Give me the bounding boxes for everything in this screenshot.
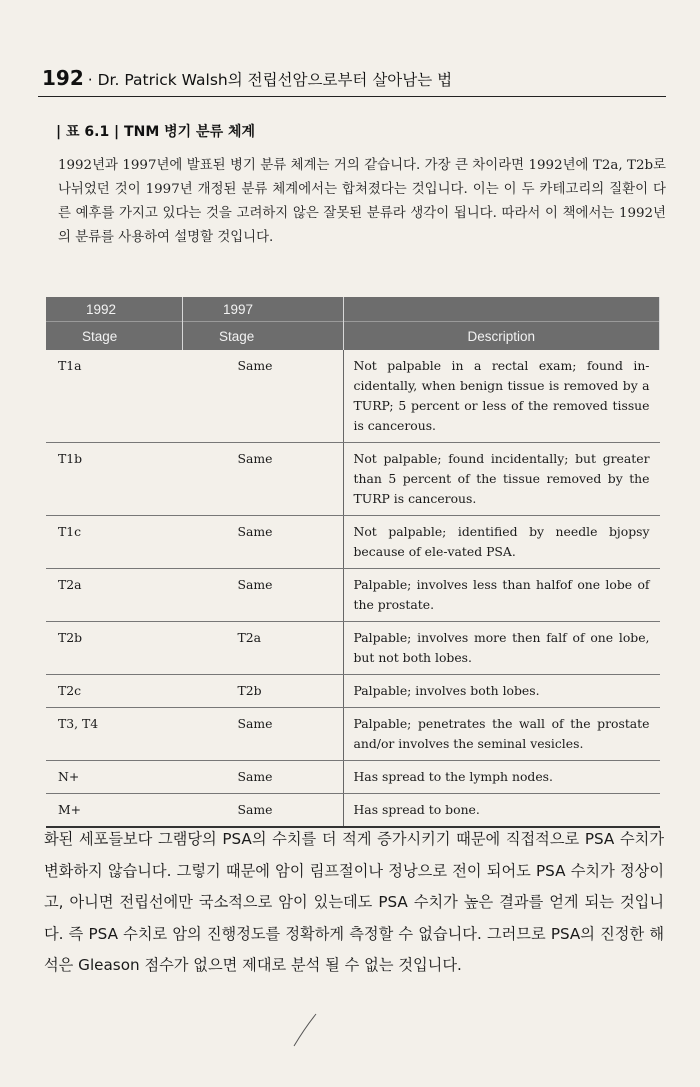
tnm-staging-table bbox=[46, 297, 660, 828]
stage-1997-cell: Same bbox=[183, 350, 344, 443]
table-row bbox=[46, 675, 660, 708]
stage-1992-cell: N+ bbox=[46, 761, 183, 794]
description-cell: Has spread to the lymph nodes. bbox=[343, 761, 660, 794]
stage-1997-cell: Same bbox=[183, 794, 344, 828]
stage-1997-cell: Same bbox=[183, 708, 344, 761]
stage-1997-cell: Same bbox=[183, 516, 344, 569]
intro-paragraph: 1992년과 1997년에 발표된 병기 분류 체계는 거의 같습니다. 가장 큰 차이라면 1992년에 T2a, T2b로 나뉘었던 것이 1997년 개정된 분류 체계에서는 합쳐졌다는 것입니다. 이는 이 두 카테고리의 질환이 다른 예후를 가지고 있다는 것을 고려하지 않은 잘못된 분류라 생각이 됩니다. 따라서 이 책에서는 1992년의 분류를 사용하여 설명할 것입니다. bbox=[58, 158, 666, 245]
description-cell: Has spread to bone. bbox=[343, 794, 660, 828]
stage-1992-cell: T1b bbox=[46, 443, 183, 516]
running-head-title: · Dr. Patrick Walsh의 전립선암으로부터 살아남는 법 bbox=[87, 71, 453, 89]
stage-1992-cell: T1c bbox=[46, 516, 183, 569]
table-row bbox=[46, 569, 660, 622]
stage-1992-cell: M+ bbox=[46, 794, 183, 828]
stage-1992-cell: T1a bbox=[46, 350, 183, 443]
page-number: 192 bbox=[42, 66, 84, 90]
table-row bbox=[46, 516, 660, 569]
pen-mark-icon bbox=[290, 1010, 320, 1050]
stage-1992-cell: T2a bbox=[46, 569, 183, 622]
table-title: | 표 6.1 | TNM 병기 분류 체계 bbox=[56, 124, 256, 140]
stage-1997-cell: Same bbox=[183, 761, 344, 794]
header-1997: 1997 bbox=[183, 297, 344, 322]
table-row bbox=[46, 350, 660, 443]
description-cell: Not palpable in a rectal exam; found in-cidentally, when benign tissue is removed by a TURP; 5 percent or less of the removed tissue is cancerous. bbox=[343, 350, 660, 443]
stage-1992-cell: T3, T4 bbox=[46, 708, 183, 761]
header-1992: 1992 bbox=[46, 297, 183, 322]
header-description: Description bbox=[343, 322, 660, 351]
stage-1997-cell: T2b bbox=[183, 675, 344, 708]
stage-1997-cell: Same bbox=[183, 443, 344, 516]
body-paragraph: 화된 세포들보다 그램당의 PSA의 수치를 더 적게 증가시키기 때문에 직접적으로 PSA 수치가 변화하지 않습니다. 그렇기 때문에 암이 림프절이나 정낭으로 전이 되어도 PSA 수치가 정상이고, 아니면 전립선에만 국소적으로 암이 있는데도 PSA 수치가 높은 결과를 얻게 되는 것입니다. 즉 PSA 수치로 암의 진행정도를 정확하게 측정할 수 없습니다. 그러므로 PSA의 진정한 해석은 Gleason 점수가 없으면 제대로 분석 될 수 없는 것입니다. bbox=[44, 830, 664, 974]
description-cell: Palpable; involves both lobes. bbox=[343, 675, 660, 708]
stage-1992-cell: T2b bbox=[46, 622, 183, 675]
header-description-top bbox=[343, 297, 660, 322]
stage-1997-cell: Same bbox=[183, 569, 344, 622]
table-row bbox=[46, 708, 660, 761]
header-stage-1997: Stage bbox=[183, 322, 344, 351]
header-stage-1992: Stage bbox=[46, 322, 183, 351]
running-head bbox=[42, 66, 452, 90]
header-rule bbox=[38, 96, 666, 97]
description-cell: Palpable; involves more then falf of one lobe, but not both lobes. bbox=[343, 622, 660, 675]
table-row bbox=[46, 443, 660, 516]
description-cell: Not palpable; identified by needle bjopsy because of ele-vated PSA. bbox=[343, 516, 660, 569]
table-row bbox=[46, 794, 660, 828]
stage-1992-cell: T2c bbox=[46, 675, 183, 708]
description-cell: Not palpable; found incidentally; but greater than 5 percent of the tissue removed by the TURP is cancerous. bbox=[343, 443, 660, 516]
table-row bbox=[46, 622, 660, 675]
table-row bbox=[46, 761, 660, 794]
description-cell: Palpable; involves less than halfof one lobe of the prostate. bbox=[343, 569, 660, 622]
description-cell: Palpable; penetrates the wall of the prostate and/or involves the seminal vesicles. bbox=[343, 708, 660, 761]
stage-1997-cell: T2a bbox=[183, 622, 344, 675]
